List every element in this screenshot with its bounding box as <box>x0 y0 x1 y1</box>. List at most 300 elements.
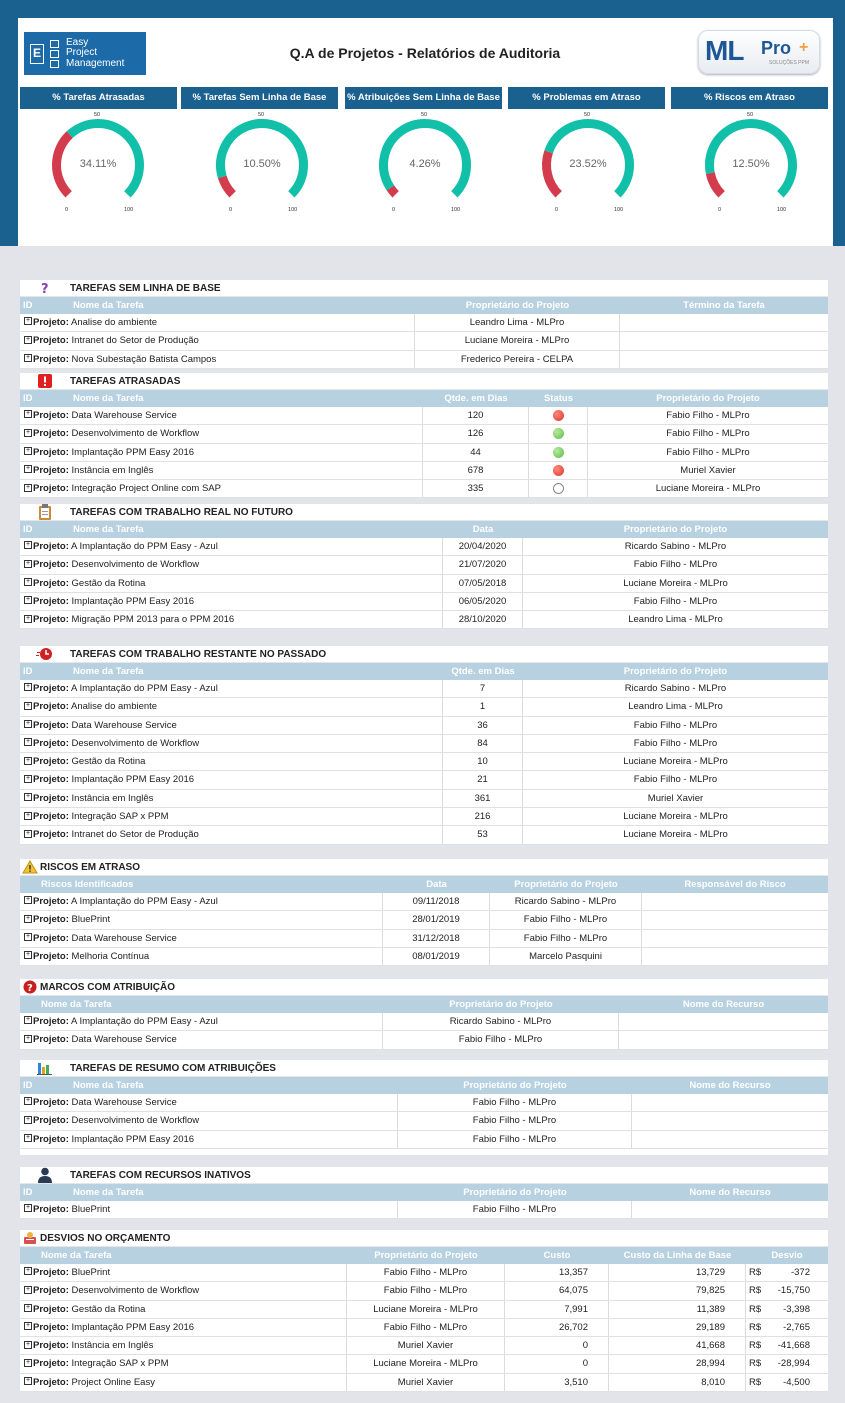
expand-icon[interactable]: + <box>25 410 31 418</box>
table-row[interactable] <box>20 680 828 698</box>
section-title: TAREFAS COM TRABALHO RESTANTE NO PASSADO <box>70 648 327 660</box>
table-cell: Muriel Xavier <box>347 1337 505 1354</box>
table-row[interactable] <box>20 314 828 332</box>
table-cell <box>746 1337 828 1354</box>
expand-icon[interactable]: + <box>25 317 31 325</box>
table-cell: 29,189 <box>609 1319 746 1336</box>
table-row[interactable] <box>20 462 828 480</box>
table-row[interactable] <box>20 1374 828 1392</box>
table-cell: 21 <box>443 771 523 788</box>
section-header <box>20 504 828 521</box>
project-prefix: Projeto: <box>33 1034 69 1046</box>
table-row[interactable] <box>20 332 828 350</box>
table-cell: 28/01/2019 <box>383 911 490 928</box>
gauge-mid-label: 50 <box>584 112 591 118</box>
column-header[interactable]: Proprietário do Projeto <box>514 879 618 890</box>
table-row[interactable] <box>20 1031 828 1049</box>
currency-label: R$ <box>749 1303 762 1315</box>
project-cell[interactable] <box>20 930 383 947</box>
column-header[interactable]: Nome do Recurso <box>682 999 765 1010</box>
table-cell: Fabio Filho - MLPro <box>383 1031 619 1048</box>
project-prefix: Projeto: <box>33 1321 69 1333</box>
table-row[interactable] <box>20 930 828 948</box>
table-row[interactable] <box>20 1264 828 1282</box>
column-header-row <box>20 1077 828 1094</box>
project-cell[interactable] <box>20 753 443 770</box>
project-cell[interactable] <box>20 1337 347 1354</box>
project-cell[interactable] <box>20 575 443 592</box>
table-row[interactable] <box>20 575 828 593</box>
bar-chart-icon <box>37 1061 53 1075</box>
task-name: Gestão da Rotina <box>68 577 146 589</box>
expand-icon[interactable]: + <box>25 1285 31 1293</box>
table-cell <box>620 351 828 368</box>
table-cell: Luciane Moreira - MLPro <box>415 332 620 349</box>
kpi-header: % Tarefas Atrasadas <box>20 87 177 109</box>
currency-label: R$ <box>749 1340 762 1352</box>
table-row[interactable] <box>20 717 828 735</box>
column-header[interactable]: Responsável do Risco <box>684 879 786 890</box>
project-cell[interactable] <box>20 462 423 479</box>
table-cell <box>632 1201 828 1218</box>
task-name: BluePrint <box>68 914 111 926</box>
gauge-min-label: 0 <box>555 207 559 213</box>
project-cell[interactable] <box>20 1094 398 1111</box>
table-row[interactable] <box>20 753 828 771</box>
project-cell[interactable] <box>20 893 383 910</box>
table-row[interactable] <box>20 1355 828 1373</box>
table-cell: 64,075 <box>505 1282 609 1299</box>
expand-icon[interactable]: + <box>25 1034 31 1042</box>
project-prefix: Projeto: <box>33 719 69 731</box>
column-header[interactable]: Data <box>472 524 494 535</box>
table-cell <box>529 425 588 442</box>
table-row[interactable] <box>20 948 828 966</box>
table-row[interactable] <box>20 911 828 929</box>
table-cell <box>619 1031 828 1048</box>
project-cell[interactable] <box>20 593 443 610</box>
project-prefix: Projeto: <box>33 1358 69 1370</box>
project-cell[interactable] <box>20 911 383 928</box>
section-icon <box>20 1061 70 1075</box>
table-cell <box>632 1094 828 1111</box>
project-cell[interactable] <box>20 1031 383 1048</box>
gauge-value: 10.50% <box>243 158 281 170</box>
column-header[interactable]: Proprietário do Projeto <box>656 393 760 404</box>
table-row[interactable] <box>20 790 828 808</box>
task-name: Analise do ambiente <box>68 701 158 713</box>
gauge-min-label: 0 <box>229 207 233 213</box>
table-cell: Fabio Filho - MLPro <box>347 1264 505 1281</box>
table-cell <box>529 480 588 497</box>
table-cell: Marcelo Pasquini <box>490 948 642 965</box>
section-icon <box>20 1167 70 1183</box>
column-header[interactable]: Proprietário do Projeto <box>463 1080 567 1091</box>
expand-icon[interactable]: + <box>25 559 31 567</box>
column-header[interactable]: Proprietário do Projeto <box>465 300 570 311</box>
expand-icon[interactable]: + <box>25 1322 31 1330</box>
column-header[interactable]: Nome do Recurso <box>689 1187 771 1198</box>
gauge-mid-label: 50 <box>747 112 754 118</box>
column-header[interactable]: Proprietário do Projeto <box>463 1187 567 1198</box>
expand-icon[interactable]: + <box>25 1304 31 1312</box>
table-cell: 3,510 <box>505 1374 609 1391</box>
table-cell <box>746 1355 828 1372</box>
project-cell[interactable] <box>20 1013 383 1030</box>
column-header[interactable]: ID <box>23 300 33 311</box>
table-cell: Luciane Moreira - MLPro <box>623 577 728 589</box>
expand-icon[interactable]: + <box>25 951 31 959</box>
table-cell: Frederico Pereira - CELPA <box>415 351 620 368</box>
task-name: A Implantação do PPM Easy - Azul <box>68 541 218 552</box>
project-prefix: Projeto: <box>33 1376 69 1388</box>
table-cell: 84 <box>443 735 523 752</box>
status-green-icon <box>553 428 564 439</box>
project-cell[interactable] <box>20 1282 347 1299</box>
table-cell: 7,991 <box>505 1301 609 1318</box>
section-tarefas-com-trabalho-real-no-futuro <box>20 504 828 629</box>
expand-icon[interactable]: + <box>25 756 31 764</box>
logo-text: Easy Project Management <box>66 36 125 69</box>
project-cell[interactable] <box>20 1201 398 1218</box>
table-row[interactable] <box>20 538 828 556</box>
table-cell: Fabio Filho - MLPro <box>633 737 718 749</box>
column-header[interactable]: Nome da Tarefa <box>41 999 112 1010</box>
project-cell[interactable] <box>20 826 443 843</box>
expand-icon[interactable]: + <box>25 683 31 691</box>
section-icon <box>20 980 40 994</box>
table-row[interactable] <box>20 771 828 789</box>
column-header[interactable]: ID <box>23 1080 33 1091</box>
column-header[interactable]: Término da Tarefa <box>683 300 765 311</box>
section-title: TAREFAS SEM LINHA DE BASE <box>70 282 221 294</box>
project-cell[interactable] <box>20 314 415 331</box>
column-header-row <box>20 876 828 893</box>
expand-icon[interactable]: + <box>25 447 31 455</box>
table-row[interactable] <box>20 444 828 462</box>
table-cell <box>632 1112 828 1129</box>
column-header[interactable]: Proprietário do Projeto <box>623 524 728 535</box>
table-cell: Muriel Xavier <box>680 464 736 476</box>
table-cell: 10 <box>443 753 523 770</box>
table-cell: Leandro Lima - MLPro <box>628 701 723 713</box>
gauge-value: 34.11% <box>79 158 117 170</box>
section-title: DESVIOS NO ORÇAMENTO <box>40 1232 171 1244</box>
task-name: Desenvolvimento de Workflow <box>68 1115 200 1127</box>
task-name: Intranet do Setor de Produção <box>68 335 199 347</box>
project-prefix: Projeto: <box>33 1133 69 1145</box>
section-title: TAREFAS COM RECURSOS INATIVOS <box>70 1169 251 1181</box>
column-header[interactable]: Status <box>543 393 574 404</box>
expand-icon[interactable]: + <box>25 335 31 343</box>
expand-icon[interactable]: + <box>25 829 31 837</box>
project-cell[interactable] <box>20 538 443 555</box>
expand-icon[interactable]: + <box>25 774 31 782</box>
project-cell[interactable] <box>20 1355 347 1372</box>
project-prefix: Projeto: <box>33 950 69 962</box>
project-prefix: Projeto: <box>33 410 69 421</box>
section-icon <box>20 374 70 388</box>
expand-icon[interactable]: + <box>25 811 31 819</box>
table-row[interactable] <box>20 1301 828 1319</box>
column-header[interactable]: Proprietário do Projeto <box>374 1250 478 1261</box>
project-cell[interactable] <box>20 771 443 788</box>
expand-icon[interactable]: + <box>25 465 31 473</box>
gauge-mid-label: 50 <box>94 112 101 118</box>
kpi-header: % Riscos em Atraso <box>671 87 828 109</box>
table-cell: Fabio Filho - MLPro <box>398 1201 632 1218</box>
column-header[interactable]: ID <box>23 1187 33 1198</box>
table-row[interactable] <box>20 826 828 844</box>
column-header[interactable]: Nome do Recurso <box>689 1080 771 1091</box>
project-prefix: Projeto: <box>33 428 69 440</box>
project-cell[interactable] <box>20 425 423 442</box>
table-row[interactable] <box>20 1094 828 1112</box>
expand-icon[interactable]: + <box>25 596 31 604</box>
table-row[interactable] <box>20 698 828 716</box>
table-cell: Ricardo Sabino - MLPro <box>624 541 727 552</box>
table-cell <box>746 1264 828 1281</box>
project-prefix: Projeto: <box>33 701 69 713</box>
expand-icon[interactable]: + <box>25 914 31 922</box>
table-row[interactable] <box>20 1201 828 1219</box>
column-header[interactable]: Nome da Tarefa <box>73 666 144 677</box>
table-cell <box>746 1374 828 1391</box>
project-cell[interactable] <box>20 1319 347 1336</box>
column-header[interactable]: Proprietário do Projeto <box>449 999 553 1010</box>
column-header-row <box>20 996 828 1013</box>
expand-icon[interactable]: + <box>25 1097 31 1105</box>
task-name: Nova Subestação Batista Campos <box>68 353 217 365</box>
table-row[interactable] <box>20 351 828 369</box>
section-tarefas-sem-linha-de-base <box>20 280 828 369</box>
project-prefix: Projeto: <box>33 483 69 495</box>
table-row[interactable] <box>20 1282 828 1300</box>
section-header <box>20 1167 828 1184</box>
kpi-gauge <box>691 110 811 220</box>
project-cell[interactable] <box>20 698 443 715</box>
table-row[interactable] <box>20 1112 828 1130</box>
table-cell: 678 <box>423 462 529 479</box>
column-header-row <box>20 663 828 680</box>
table-cell: 361 <box>443 790 523 807</box>
expand-icon[interactable]: + <box>25 614 31 622</box>
column-header[interactable]: Riscos Identificados <box>41 879 134 890</box>
table-cell: Luciane Moreira - MLPro <box>623 829 728 841</box>
gauge-value-arc <box>222 177 232 194</box>
expand-icon[interactable]: + <box>25 1204 31 1212</box>
task-name: Desenvolvimento de Workflow <box>68 1285 200 1297</box>
table-row[interactable] <box>20 735 828 753</box>
project-cell[interactable] <box>20 1112 398 1129</box>
project-cell[interactable] <box>20 680 443 697</box>
table-cell: Fabio Filho - MLPro <box>666 446 750 458</box>
table-cell: 120 <box>423 407 529 424</box>
expand-icon[interactable]: + <box>25 933 31 941</box>
task-name: Gestão da Rotina <box>68 1303 146 1315</box>
section-desvios-no-orçamento <box>20 1230 828 1392</box>
task-name: Melhoria Contínua <box>68 950 150 962</box>
expand-icon[interactable]: + <box>25 1377 31 1385</box>
table-cell: Fabio Filho - MLPro <box>398 1094 632 1111</box>
currency-label: R$ <box>749 1285 762 1297</box>
expand-icon[interactable]: + <box>25 1267 31 1275</box>
column-header[interactable]: Data <box>426 879 447 890</box>
project-cell[interactable] <box>20 1131 398 1148</box>
help-circle-icon <box>23 980 37 994</box>
table-cell: Ricardo Sabino - MLPro <box>624 683 727 694</box>
kpi-gauge <box>365 110 485 220</box>
project-cell[interactable] <box>20 332 415 349</box>
expand-icon[interactable]: + <box>25 793 31 801</box>
table-cell: Fabio Filho - MLPro <box>666 410 750 421</box>
table-row[interactable] <box>20 893 828 911</box>
column-header-row <box>20 1184 828 1201</box>
expand-icon[interactable]: + <box>25 578 31 586</box>
table-row[interactable] <box>20 425 828 443</box>
column-header[interactable]: Nome da Tarefa <box>73 1187 144 1198</box>
column-header-row <box>20 297 828 314</box>
project-prefix: Projeto: <box>33 1097 69 1108</box>
column-header[interactable]: Nome da Tarefa <box>41 1250 112 1261</box>
project-cell[interactable] <box>20 717 443 734</box>
project-cell[interactable] <box>20 1264 347 1281</box>
expand-icon[interactable]: + <box>25 1016 31 1024</box>
project-cell[interactable] <box>20 808 443 825</box>
project-cell[interactable] <box>20 1301 347 1318</box>
table-row[interactable] <box>20 808 828 826</box>
project-prefix: Projeto: <box>33 614 69 626</box>
table-cell: 07/05/2018 <box>443 575 523 592</box>
column-header[interactable]: Custo <box>543 1250 571 1261</box>
project-cell[interactable] <box>20 407 423 424</box>
expand-icon[interactable]: + <box>25 720 31 728</box>
table-cell: Fabio Filho - MLPro <box>398 1131 632 1148</box>
project-cell[interactable] <box>20 735 443 752</box>
project-cell[interactable] <box>20 444 423 461</box>
section-title: TAREFAS ATRASADAS <box>70 375 181 387</box>
task-name: Desenvolvimento de Workflow <box>68 559 200 571</box>
table-cell: Ricardo Sabino - MLPro <box>490 893 642 910</box>
expand-icon[interactable]: + <box>25 483 31 491</box>
expand-icon[interactable]: + <box>25 354 31 362</box>
table-cell: 44 <box>423 444 529 461</box>
clipboard-icon <box>38 504 52 520</box>
table-cell: 08/01/2019 <box>383 948 490 965</box>
table-cell: 79,825 <box>609 1282 746 1299</box>
project-cell[interactable] <box>20 1374 347 1391</box>
section-icon <box>20 647 70 661</box>
column-header[interactable]: ID <box>23 666 33 677</box>
column-header[interactable]: Desvio <box>771 1250 803 1261</box>
column-header[interactable]: Nome da Tarefa <box>73 524 144 535</box>
table-cell <box>746 1319 828 1336</box>
table-cell: Luciane Moreira - MLPro <box>655 483 761 495</box>
task-name: Project Online Easy <box>68 1376 155 1388</box>
svg-text:?: ? <box>27 983 33 994</box>
project-prefix: Projeto: <box>33 774 69 786</box>
table-cell: 26,702 <box>505 1319 609 1336</box>
money-icon <box>23 1231 37 1245</box>
column-header[interactable]: Nome da Tarefa <box>73 393 144 404</box>
table-cell: Luciane Moreira - MLPro <box>347 1355 505 1372</box>
expand-icon[interactable]: + <box>25 701 31 709</box>
section-tarefas-de-resumo-com-atribuições <box>20 1060 828 1155</box>
column-header[interactable]: Nome da Tarefa <box>73 1080 144 1091</box>
mlpro-logo: ML Pro + SOLUÇÕES PPM <box>698 30 820 74</box>
project-prefix: Projeto: <box>33 595 69 607</box>
task-name: A Implantação do PPM Easy - Azul <box>68 896 218 907</box>
kpi-gauge <box>38 110 158 220</box>
deviation-value: -3,398 <box>783 1303 810 1315</box>
project-prefix: Projeto: <box>33 829 69 841</box>
project-cell[interactable] <box>20 611 443 628</box>
project-cell[interactable] <box>20 948 383 965</box>
project-prefix: Projeto: <box>33 1285 69 1297</box>
table-row[interactable] <box>20 1337 828 1355</box>
gauge-min-label: 0 <box>392 207 396 213</box>
section-tarefas-com-recursos-inativos <box>20 1167 828 1219</box>
table-row[interactable] <box>20 1319 828 1337</box>
column-header[interactable]: Qtde. em Dias <box>444 393 508 404</box>
gauge-mid-label: 50 <box>421 112 428 118</box>
gauge-value-arc <box>390 188 395 194</box>
table-cell: Muriel Xavier <box>647 792 704 804</box>
expand-icon[interactable]: + <box>25 1340 31 1348</box>
column-header[interactable]: Proprietário do Projeto <box>623 666 728 677</box>
warning-icon <box>22 860 38 874</box>
project-prefix: Projeto: <box>33 1204 69 1215</box>
section-title: TAREFAS COM TRABALHO REAL NO FUTURO <box>70 506 293 518</box>
table-cell: Fabio Filho - MLPro <box>347 1319 505 1336</box>
gauge-min-label: 0 <box>718 207 722 213</box>
table-cell: Fabio Filho - MLPro <box>490 930 642 947</box>
table-row[interactable] <box>20 611 828 629</box>
table-row[interactable] <box>20 593 828 611</box>
project-cell[interactable] <box>20 351 415 368</box>
expand-icon[interactable]: + <box>25 1115 31 1123</box>
column-header[interactable]: ID <box>23 393 33 404</box>
table-cell: Luciane Moreira - MLPro <box>623 811 728 823</box>
expand-icon[interactable]: + <box>25 1358 31 1366</box>
column-header[interactable]: Qtde. em Dias <box>451 666 515 677</box>
expand-icon[interactable]: + <box>25 541 31 549</box>
table-cell: 7 <box>443 680 523 697</box>
column-header[interactable]: Custo da Linha de Base <box>623 1250 732 1261</box>
project-prefix: Projeto: <box>33 737 69 749</box>
project-cell[interactable] <box>20 556 443 573</box>
table-cell: 1 <box>443 698 523 715</box>
table-cell: Muriel Xavier <box>347 1374 505 1391</box>
table-row[interactable] <box>20 1131 828 1149</box>
project-prefix: Projeto: <box>33 335 69 347</box>
table-row[interactable] <box>20 1013 828 1031</box>
expand-icon[interactable]: + <box>25 896 31 904</box>
table-row[interactable] <box>20 556 828 574</box>
project-cell[interactable] <box>20 790 443 807</box>
section-header <box>20 1230 828 1247</box>
expand-icon[interactable]: + <box>25 738 31 746</box>
table-cell <box>642 911 828 928</box>
project-cell[interactable] <box>20 480 423 497</box>
column-header[interactable]: ID <box>23 524 33 535</box>
column-header[interactable]: Nome da Tarefa <box>73 300 144 311</box>
project-prefix: Projeto: <box>33 559 69 571</box>
table-row[interactable] <box>20 480 828 498</box>
table-row[interactable] <box>20 407 828 425</box>
expand-icon[interactable]: + <box>25 428 31 436</box>
expand-icon[interactable]: + <box>25 1134 31 1142</box>
